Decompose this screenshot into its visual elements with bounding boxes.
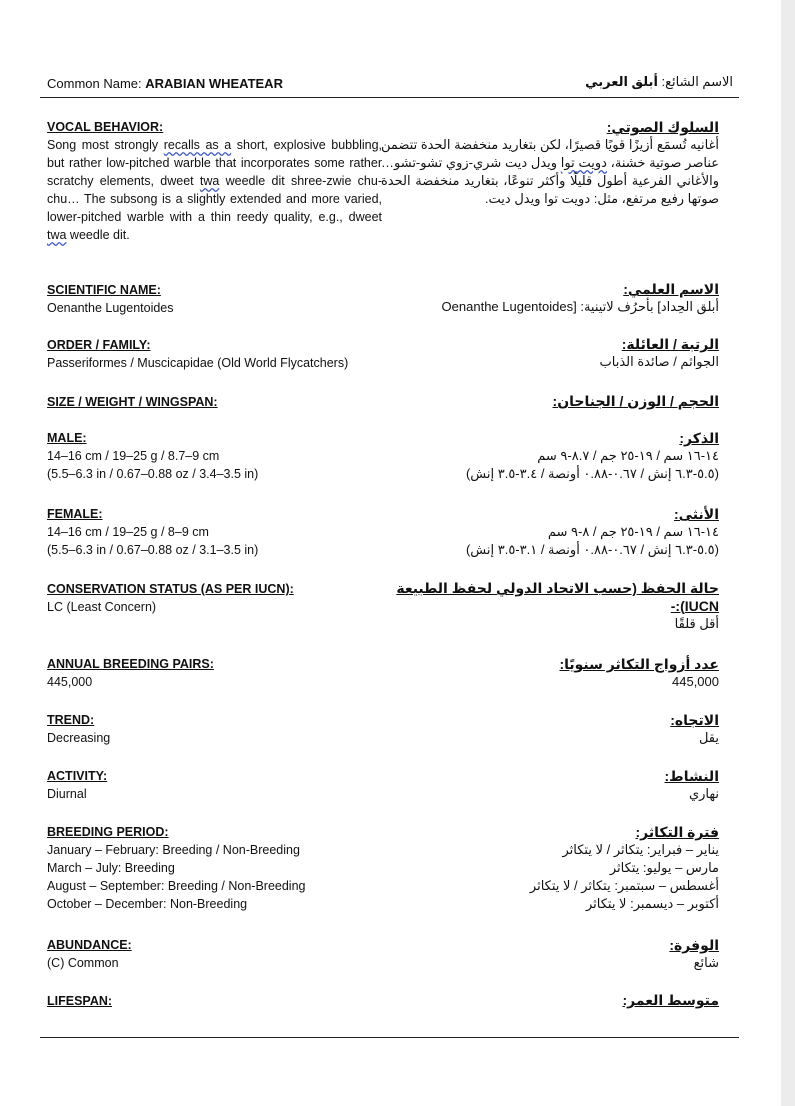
common-name-value: ARABIAN WHEATEAR [145, 76, 283, 91]
breeding-period-section-en [47, 823, 306, 913]
conservation-value: LC (Least Concern) [47, 600, 157, 614]
common-name-label-ar: الاسم الشائع: [661, 74, 733, 89]
common-name-value-ar: أبلق العربي [585, 74, 658, 89]
trend-section-ar [670, 711, 719, 747]
scientific-label: SCIENTIFIC NAME: [47, 283, 161, 297]
trend-section-en [47, 711, 110, 747]
header [47, 72, 733, 98]
breeding-period-line: October – December: Non-Breeding [47, 897, 248, 911]
male-imperial: (5.5–6.3 in / 0.67–0.88 oz / 3.4–3.5 in) [47, 467, 259, 481]
footer-divider [40, 1037, 739, 1038]
vocal-section-en [47, 118, 382, 244]
scientific-section-ar [442, 280, 719, 316]
abundance-label-ar: الوفرة: [669, 937, 719, 953]
conservation-label-ar: حالة الحفظ (حسب الاتحاد الدولي لحفظ الطبيعة IUCN):- [396, 580, 719, 614]
scientific-value: Oenanthe Lugentoides [47, 301, 174, 315]
breeding-period-line-ar: يناير – فبراير: يتكاثر / لا يتكاثر [562, 842, 719, 857]
abundance-section-ar [669, 936, 719, 972]
conservation-label: CONSERVATION STATUS (AS PER IUCN): [47, 582, 294, 596]
lifespan-label: LIFESPAN: [47, 994, 113, 1008]
vocal-text-ar [381, 137, 719, 206]
abundance-value: (C) Common [47, 956, 119, 970]
breeding-period-label: BREEDING PERIOD: [47, 825, 169, 839]
female-imperial-ar: (٥.٥-٦.٣ إنش / ٠.٦٧-٠.٨٨ أونصة / ٣.١-٣.٥ إنش) [465, 542, 719, 557]
conservation-section-ar [379, 579, 719, 633]
breeding-period-line-ar: مارس – يوليو: يتكاثر [609, 860, 719, 875]
breeding-pairs-value-ar: 445,000 [672, 674, 719, 689]
conservation-section-en [47, 580, 294, 616]
male-metric: 14–16 cm / 19–25 g / 8.7–9 cm [47, 449, 220, 463]
male-section-ar [466, 429, 719, 483]
common-name-en [47, 76, 283, 91]
size-section-en [47, 393, 218, 411]
vocal-text-flagged-ar: دويت توا [560, 155, 607, 170]
breeding-pairs-value: 445,000 [47, 675, 93, 689]
breeding-period-line: August – September: Breeding / Non-Breeding [47, 879, 306, 893]
breeding-pairs-label: ANNUAL BREEDING PAIRS: [47, 657, 214, 671]
size-section-ar [553, 392, 719, 410]
order-value: Passeriformes / Muscicapidae (Old World Flycatchers) [47, 356, 349, 370]
breeding-period-line: January – February: Breeding / Non-Breeding [47, 843, 300, 857]
activity-value-ar: نهاري [688, 786, 719, 801]
common-name-label: Common Name: [47, 76, 142, 91]
trend-label-ar: الاتجاه: [670, 712, 719, 728]
header-divider [40, 97, 739, 98]
abundance-value-ar: شائع [693, 955, 719, 970]
female-metric-ar: ١٤-١٦ سم / ١٩-٢٥ جم / ٨-٩ سم [547, 524, 719, 539]
size-label: SIZE / WEIGHT / WINGSPAN: [47, 395, 218, 409]
breeding-period-label-ar: فترة التكاثر: [635, 824, 719, 840]
vocal-label-ar: السلوك الصوتي: [606, 119, 719, 135]
order-section-ar [600, 335, 719, 371]
female-metric: 14–16 cm / 19–25 g / 8–9 cm [47, 525, 209, 539]
trend-value: Decreasing [47, 731, 111, 745]
vocal-text-part: short, explosive bubbling, but rather low-pitched warble that incorporates some rather scratchy elements, dweet [47, 138, 383, 188]
size-label-ar: الحجم / الوزن / الجناحان: [552, 393, 719, 409]
conservation-value-ar: أقل قلقًا [674, 616, 719, 631]
scientific-section-en [47, 281, 174, 317]
female-section-en [47, 505, 258, 559]
activity-value: Diurnal [47, 787, 87, 801]
breeding-period-line: March – July: Breeding [47, 861, 175, 875]
breeding-period-section-ar [530, 823, 719, 913]
trend-label: TREND: [47, 713, 95, 727]
vocal-text-part-ar: ويدل ديت شري-زوي تشو-تشو… والأغاني الفرعية أطول قليلًا وأكثر تنوعًا، بتغاريد منخفضة الحدة صوتها رفيع مرتفع، مثل: دويت توا ويدل ديت. [381, 155, 719, 206]
male-label-ar: الذكر: [679, 430, 719, 446]
lifespan-section-ar [622, 991, 719, 1009]
vocal-label: VOCAL BEHAVIOR: [47, 120, 164, 134]
vocal-text [47, 138, 382, 242]
breeding-pairs-label-ar: عدد أزواج التكاثر سنويًا: [559, 656, 719, 672]
scientific-label-ar: الاسم العلمي: [623, 281, 719, 297]
male-metric-ar: ١٤-١٦ سم / ١٩-٢٥ جم / ٨.٧-٩ سم [537, 448, 719, 463]
breeding-pairs-section-en [47, 655, 214, 691]
male-imperial-ar: (٥.٥-٦.٣ إنش / ٠.٦٧-٠.٨٨ أونصة / ٣.٤-٣.٥ إنش) [465, 466, 719, 481]
vocal-section-ar [381, 118, 719, 208]
male-label: MALE: [47, 431, 87, 445]
female-imperial: (5.5–6.3 in / 0.67–0.88 oz / 3.1–3.5 in) [47, 543, 259, 557]
female-label: FEMALE: [47, 507, 103, 521]
female-label-ar: الأنثى: [673, 506, 719, 522]
trend-value-ar: يقل [698, 730, 719, 745]
breeding-period-line-ar: أغسطس – سبتمبر: يتكاثر / لا يتكاثر [529, 878, 719, 893]
scientific-value-ar: أبلق الحِداد] بأحرُف لاتينية: [Oenanthe Lugentoides [441, 299, 719, 314]
lifespan-label-ar: متوسط العمر: [622, 992, 719, 1008]
abundance-section-en [47, 936, 132, 972]
activity-section-ar [665, 767, 719, 803]
page-edge [781, 0, 795, 1106]
vocal-text-part: weedle dit shree-zwie chu-chu… The subsong is a slightly extended and more varied, lower-pitched warble with a thin reedy quality, e.g., dweet [47, 174, 382, 224]
vocal-text-flagged: twa [47, 228, 67, 242]
vocal-text-part-ar: أغانيه تُسمَع أزيزًا قويًا قصيرًا، لكن بتغاريد منخفضة الحدة تتضمن عناصر صوتية خشنة، [381, 137, 719, 170]
order-label: ORDER / FAMILY: [47, 338, 151, 352]
breeding-pairs-section-ar [559, 655, 719, 691]
activity-label-ar: النشاط: [664, 768, 719, 784]
breeding-period-line-ar: أكتوبر – ديسمبر: لا يتكاثر [585, 896, 719, 911]
order-value-ar: الجواثم / صائدة الذباب [599, 354, 719, 369]
abundance-label: ABUNDANCE: [47, 938, 132, 952]
vocal-text-flagged: twa [199, 174, 220, 188]
activity-section-en [47, 767, 107, 803]
male-section-en [47, 429, 258, 483]
lifespan-section-en [47, 992, 112, 1010]
common-name-ar [585, 74, 733, 90]
female-section-ar [466, 505, 719, 559]
order-label-ar: الرتبة / العائلة: [621, 336, 719, 352]
order-section-en [47, 336, 348, 372]
vocal-text-flagged: recalls as a [163, 138, 232, 152]
vocal-text-part: weedle dit. [66, 228, 130, 242]
vocal-text-part: Song most strongly [47, 138, 164, 152]
activity-label: ACTIVITY: [47, 769, 108, 783]
